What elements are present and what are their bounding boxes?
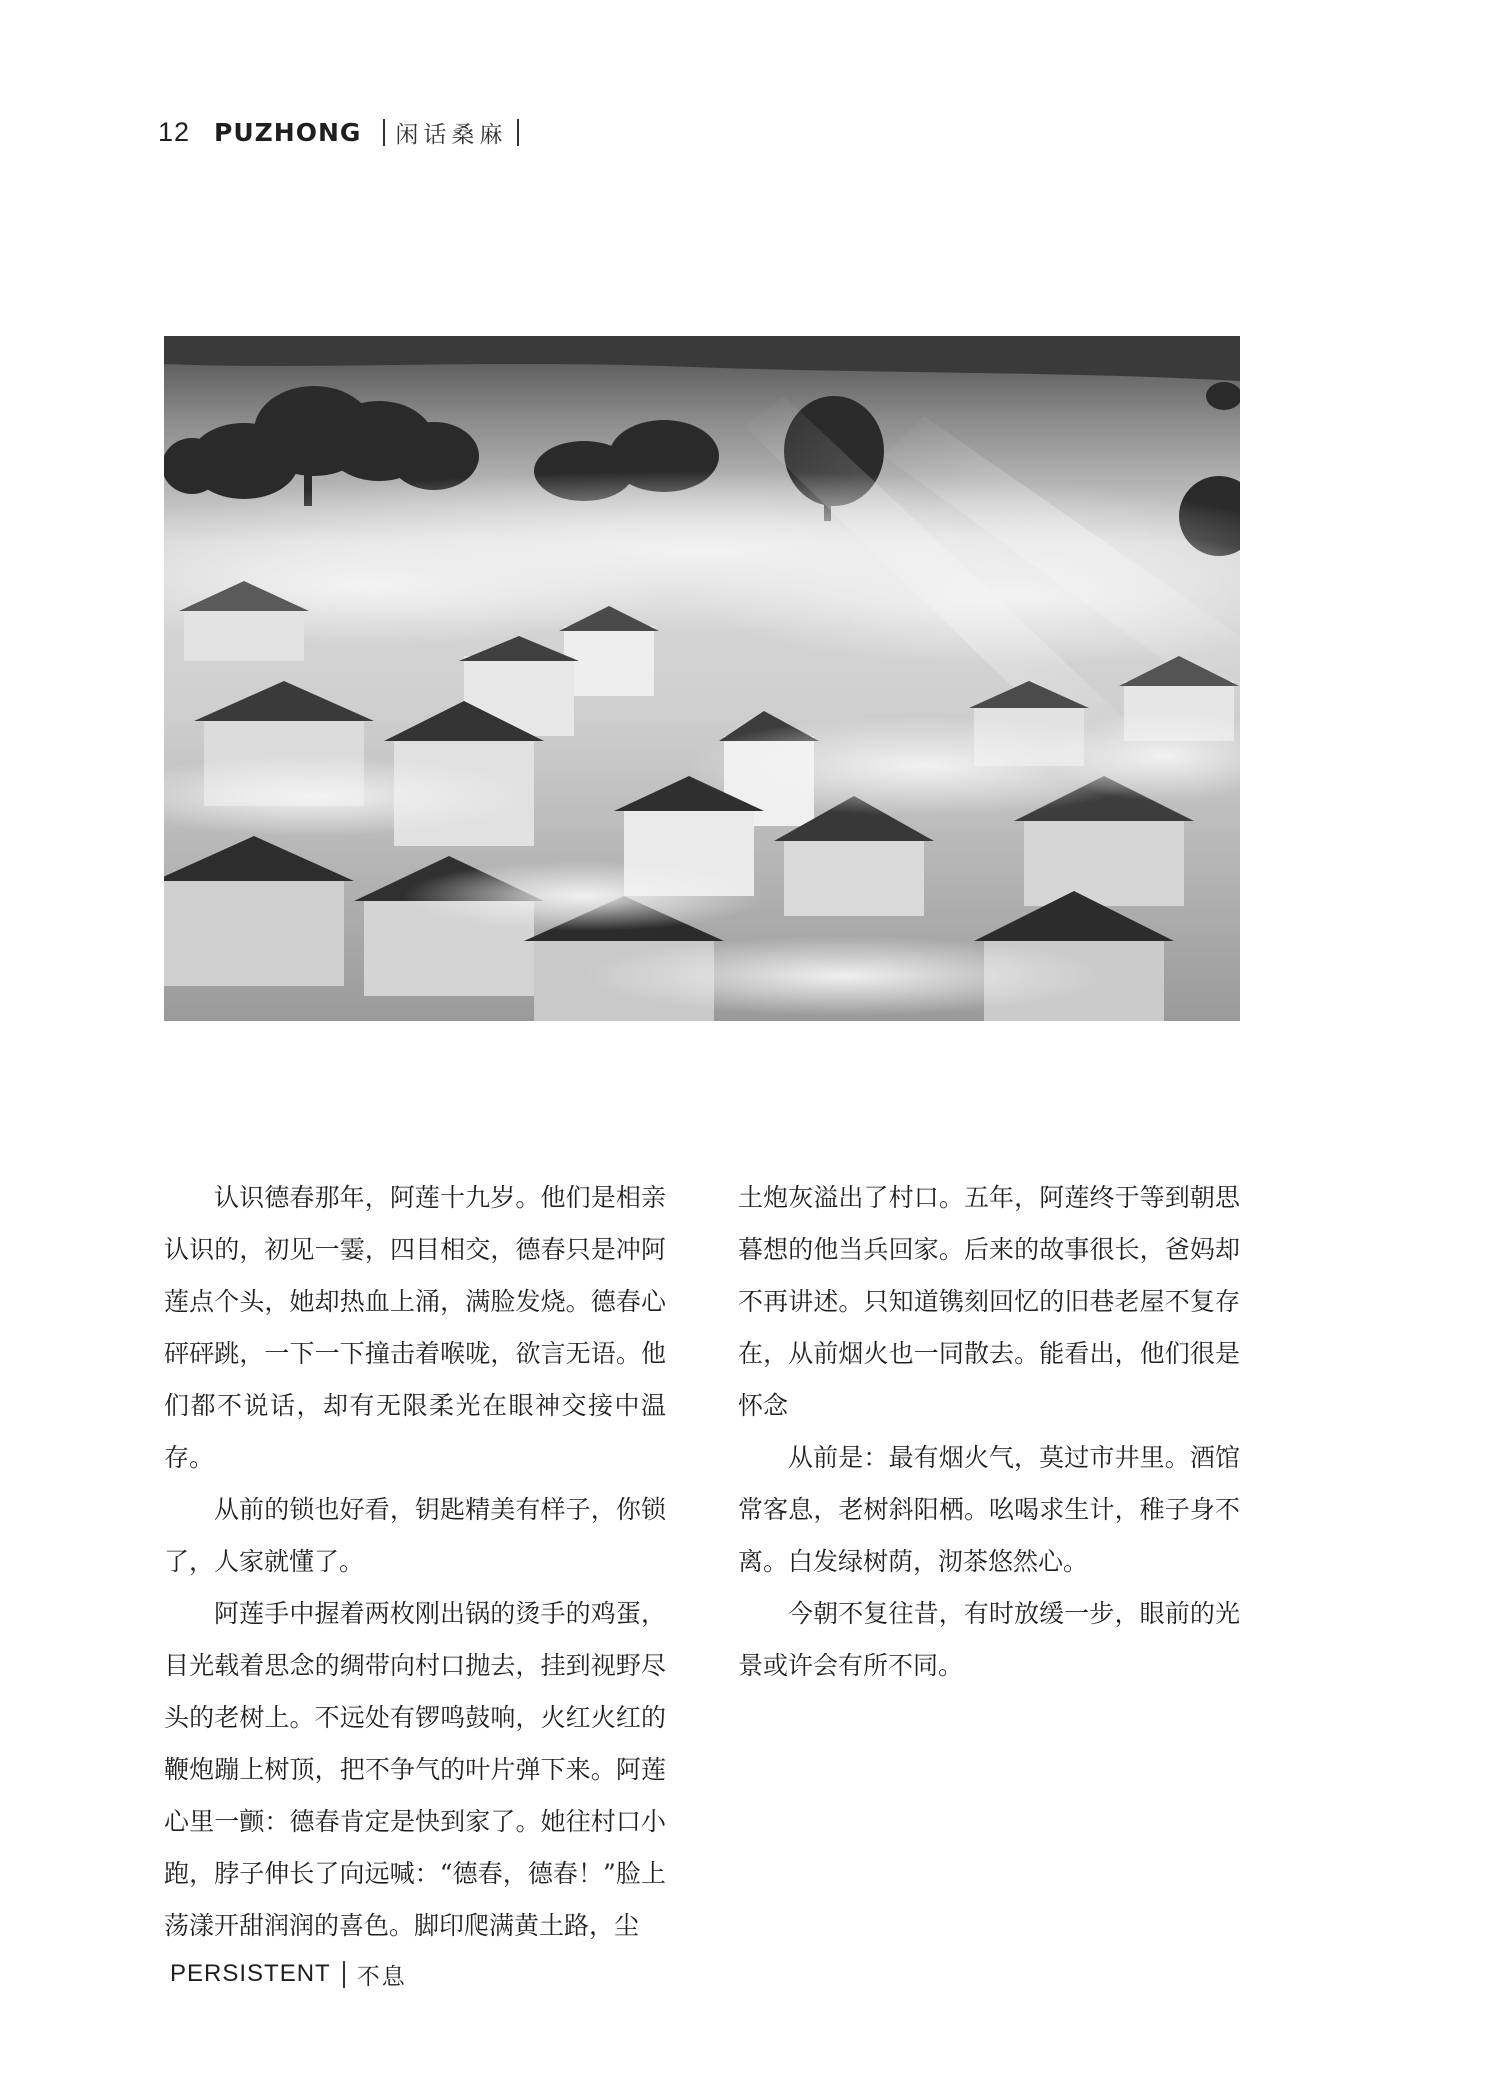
running-header (158, 112, 529, 152)
paragraph-4: 从前是：最有烟火气，莫过市井里。酒馆常客息，老树斜阳栖。吆喝求生计，稚子身不离。白发绿树荫，沏茶悠然心。 (738, 1443, 1240, 1576)
article-left-column (164, 1172, 666, 1952)
footer-divider (343, 1961, 345, 1988)
paragraph-3: 阿莲手中握着两枚刚出锅的烫手的鸡蛋，目光载着思念的绸带向村口抛去，挂到视野尽头的老树上。不远处有锣鸣鼓响，火红火红的鞭炮蹦上树顶，把不争气的叶片弹下来。阿莲心里一颤：德春肯定是快到家了。她往村口小跑，脖子伸长了向远喊：“德春，德春！”脸上荡漾开甜润润的喜色。脚印爬满黄土路，尘 (164, 1599, 666, 1940)
paragraph-2: 从前的锁也好看，钥匙精美有样子，你锁了，人家就懂了。 (164, 1495, 666, 1576)
footer-english-title: PERSISTENT (170, 1960, 331, 1987)
photo-illustration (164, 336, 1240, 1021)
article-right-column (738, 1172, 1240, 1692)
section-title: 闲话桑麻 (395, 121, 508, 148)
paragraph-3-continued: 土炮灰溢出了村口。五年，阿莲终于等到朝思暮想的他当兵回家。后来的故事很长，爸妈却不再讲述。只知道镌刻回忆的旧巷老屋不复存在，从前烟火也一同散去。能看出，他们很是怀念 (738, 1183, 1240, 1420)
page-number: 12 (158, 116, 191, 147)
paragraph-5: 今朝不复往昔，有时放缓一步，眼前的光景或许会有所不同。 (738, 1599, 1240, 1680)
header-divider-right (517, 119, 519, 146)
paragraph-1: 认识德春那年，阿莲十九岁。他们是相亲认识的，初见一霎，四目相交，德春只是冲阿莲点个头，她却热血上涌，满脸发烧。德春心砰砰跳，一下一下撞击着喉咙，欲言无语。他们都不说话，却有无限柔光在眼神交接中温存。 (164, 1183, 666, 1472)
misty-village-photo (164, 336, 1240, 1021)
magazine-brand: PUZHONG (214, 117, 362, 147)
header-divider-left (383, 119, 385, 146)
running-footer (170, 1956, 407, 1992)
footer-chinese-title: 不息 (356, 1962, 407, 1989)
